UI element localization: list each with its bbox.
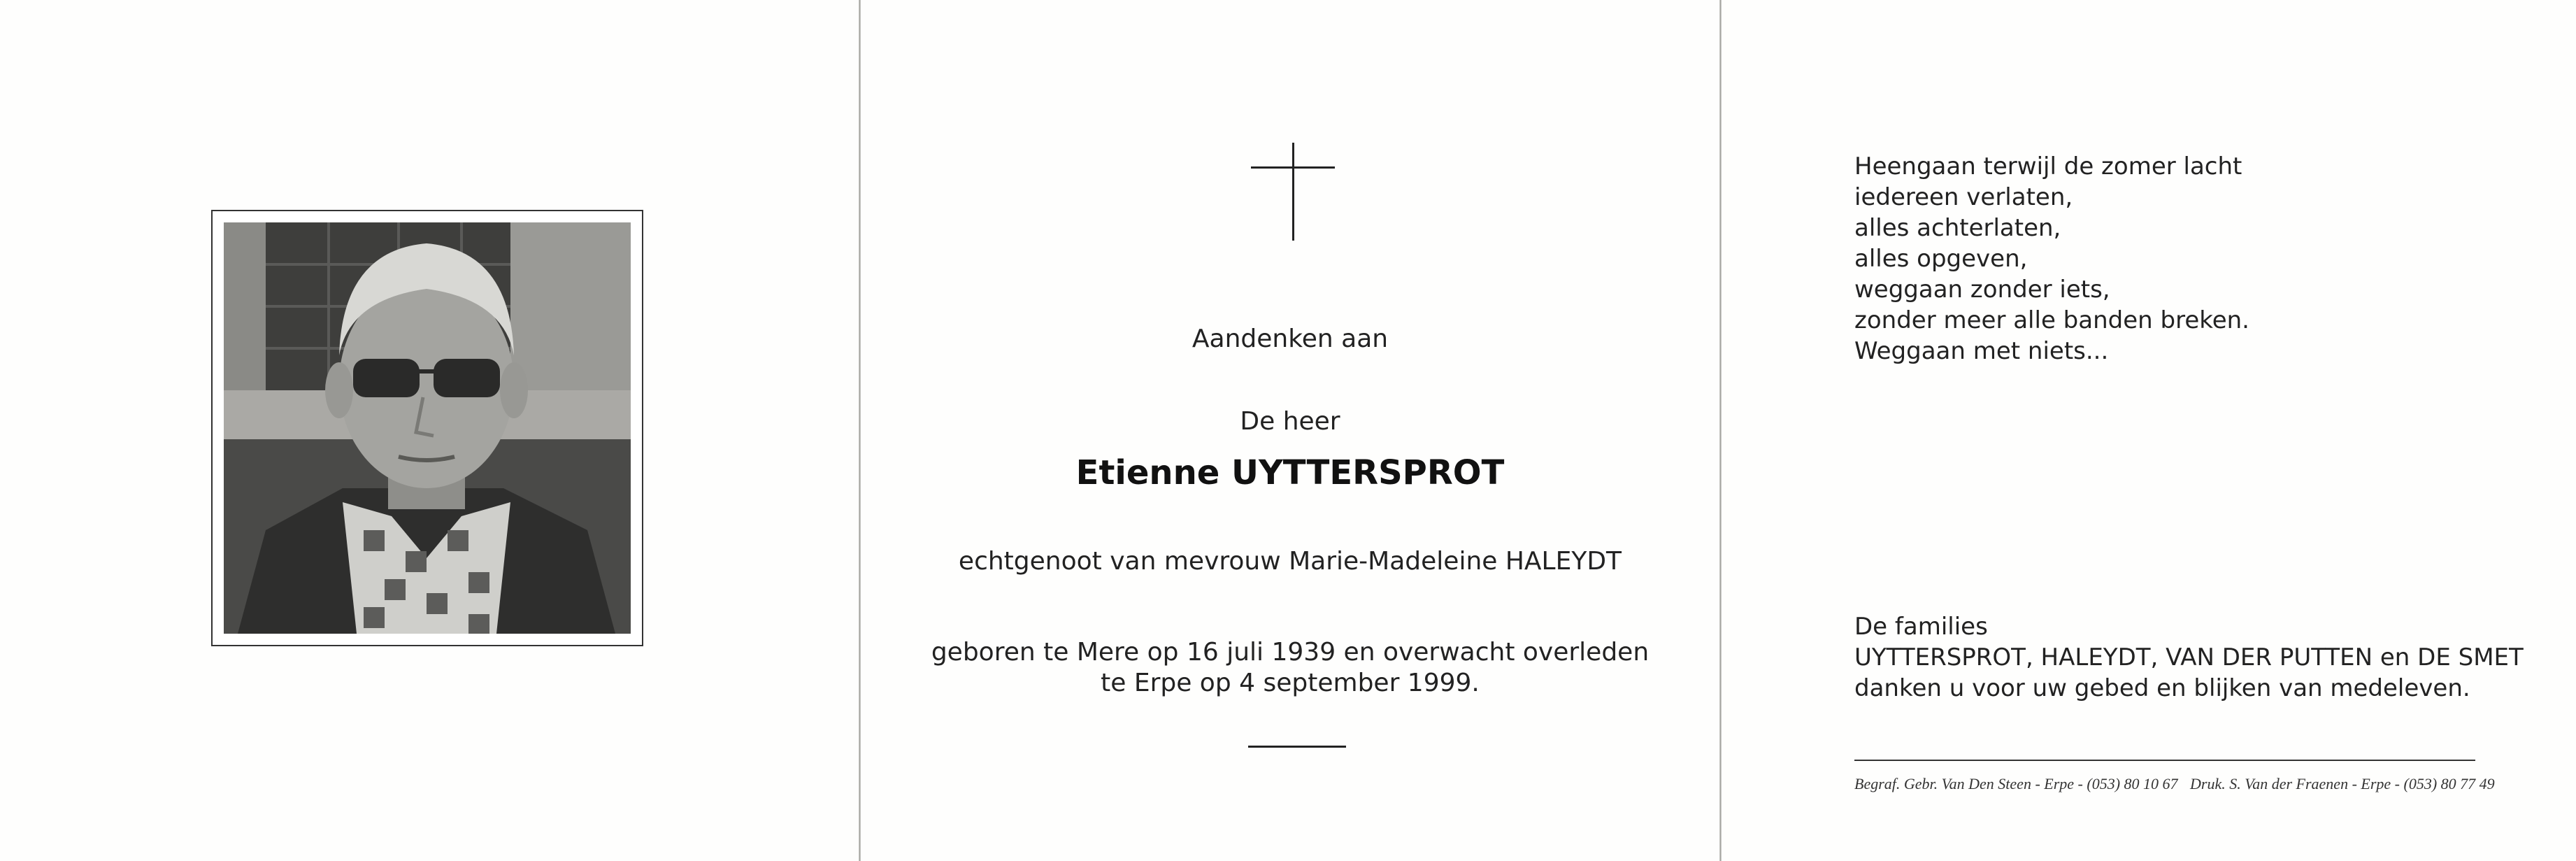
poem-line: weggaan zonder iets, xyxy=(1854,276,2110,304)
funeral-director-credit: Begraf. Gebr. Van Den Steen - Erpe - (053) 80 10 67 xyxy=(1854,775,2178,792)
poem-line: Weggaan met niets... xyxy=(1854,337,2109,365)
cross-icon-bar xyxy=(1251,166,1335,169)
birth-death-line-2: te Erpe op 4 september 1999. xyxy=(1101,669,1480,697)
poem-line: Heengaan terwijl de zomer lacht xyxy=(1854,152,2242,180)
thanks-line: danken u voor uw gebed en blijken van medeleven. xyxy=(1854,674,2470,702)
middle-panel xyxy=(861,0,1719,861)
memorial-line: Aandenken aan xyxy=(1192,325,1389,353)
honorific: De heer xyxy=(1240,407,1340,436)
footer-rule xyxy=(1854,760,2475,761)
birth-death-line-1: geboren te Mere op 16 juli 1939 en overwacht overleden xyxy=(931,638,1650,667)
left-panel xyxy=(0,0,859,861)
poem xyxy=(1854,151,2249,367)
portrait-photo xyxy=(224,222,631,634)
printer-credit: Druk. S. Van der Fraenen - Erpe - (053) 80 77 49 xyxy=(2190,775,2495,792)
poem-line: alles achterlaten, xyxy=(1854,214,2061,242)
cross-icon xyxy=(1292,143,1294,241)
deceased-name: Etienne UYTTERSPROT xyxy=(1075,453,1505,492)
portrait-frame xyxy=(211,210,643,646)
families-block xyxy=(1854,611,2524,704)
divider-line xyxy=(1248,746,1346,748)
families-label: De families xyxy=(1854,613,1988,641)
spouse-line: echtgenoot van mevrouw Marie-Madeleine HALEYDT xyxy=(958,547,1622,576)
families-names: UYTTERSPROT, HALEYDT, VAN DER PUTTEN en DE SMET xyxy=(1854,643,2524,671)
poem-line: alles opgeven, xyxy=(1854,245,2028,273)
poem-line: zonder meer alle banden breken. xyxy=(1854,306,2249,334)
poem-line: iedereen verlaten, xyxy=(1854,183,2073,211)
right-panel xyxy=(1722,0,2576,861)
